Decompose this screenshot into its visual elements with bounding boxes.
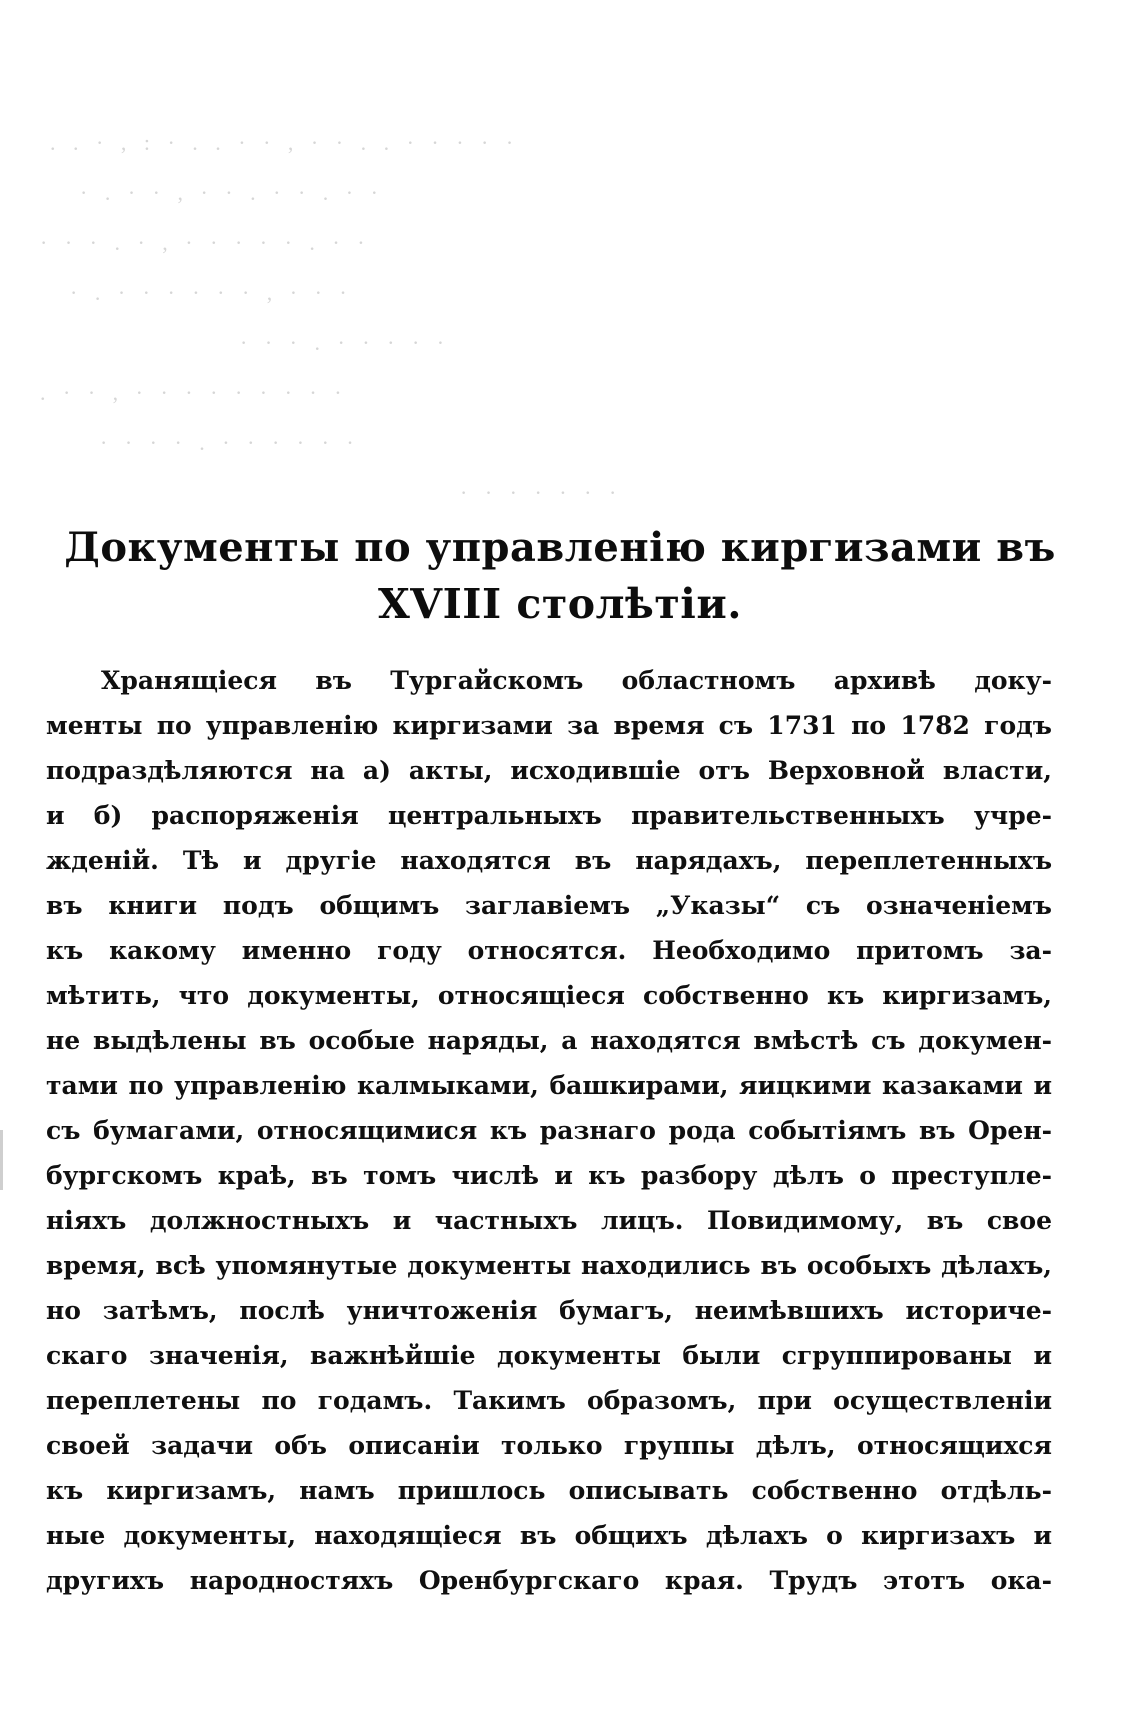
title-line-2: XVIII столѣтіи. — [377, 580, 743, 628]
document-title — [60, 520, 1060, 632]
body-line: мѣтить, что документы, относящіеся собственно къ киргизамъ, — [46, 981, 1052, 1010]
scan-edge-mark — [0, 1130, 3, 1190]
body-line: не выдѣлены въ особые наряды, а находятся вмѣстѣ съ докумен- — [46, 1026, 1052, 1055]
body-line: скаго значенія, важнѣйшіе документы были сгруппированы и — [46, 1341, 1052, 1370]
body-line: но затѣмъ, послѣ уничтоженія бумагъ, неимѣвшихъ историче- — [46, 1296, 1052, 1325]
body-line: бургскомъ краѣ, въ томъ числѣ и къ разбору дѣлъ о преступле- — [46, 1161, 1052, 1190]
body-line: другихъ народностяхъ Оренбургскаго края. Трудъ этотъ ока- — [46, 1566, 1052, 1595]
body-line: ные документы, находящіеся въ общихъ дѣлахъ о киргизахъ и — [46, 1521, 1052, 1550]
body-line: съ бумагами, относящимися къ разнаго рода событіямъ въ Орен- — [46, 1116, 1052, 1145]
body-text — [46, 658, 1052, 1603]
body-line: Хранящіеся въ Тургайскомъ областномъ архивѣ доку- — [101, 666, 1052, 695]
body-line: жденій. Тѣ и другіе находятся въ нарядахъ, переплетенныхъ — [46, 846, 1052, 875]
body-line: менты по управленію киргизами за время съ 1731 по 1782 годъ — [46, 711, 1052, 740]
body-line: тами по управленію калмыками, башкирами, яицкими казаками и — [46, 1071, 1052, 1100]
body-line: къ какому именно году относятся. Необходимо притомъ за- — [46, 936, 1052, 965]
body-line: въ книги подъ общимъ заглавіемъ „Указы“ съ означеніемъ — [46, 891, 1052, 920]
body-line: къ киргизамъ, намъ пришлось описывать собственно отдѣль- — [46, 1476, 1052, 1505]
body-line: переплетены по годамъ. Такимъ образомъ, при осуществленіи — [46, 1386, 1052, 1415]
body-line: ніяхъ должностныхъ и частныхъ лицъ. Повидимому, въ свое — [46, 1206, 1052, 1235]
show-through-noise: . . · , : · . . · · , · · . . · · · · · · . · · , · · . · · . · · · · · . · , · · · · · . · · · . · · · · · · , · · · · · · . · · · · · . · · , · · · · · · · · · · · · · . · · · · · · · · · · · · · — [40, 130, 623, 505]
body-line: подраздѣляются на а) акты, исходившіе отъ Верховной власти, — [46, 756, 1052, 785]
body-line: время, всѣ упомянутые документы находились въ особыхъ дѣлахъ, — [46, 1251, 1052, 1280]
title-line-1: Документы по управленію киргизами въ — [64, 524, 1056, 571]
body-line: своей задачи объ описаніи только группы дѣлъ, относящихся — [46, 1431, 1052, 1460]
body-line: и б) распоряженія центральныхъ правительственныхъ учре- — [46, 801, 1052, 830]
